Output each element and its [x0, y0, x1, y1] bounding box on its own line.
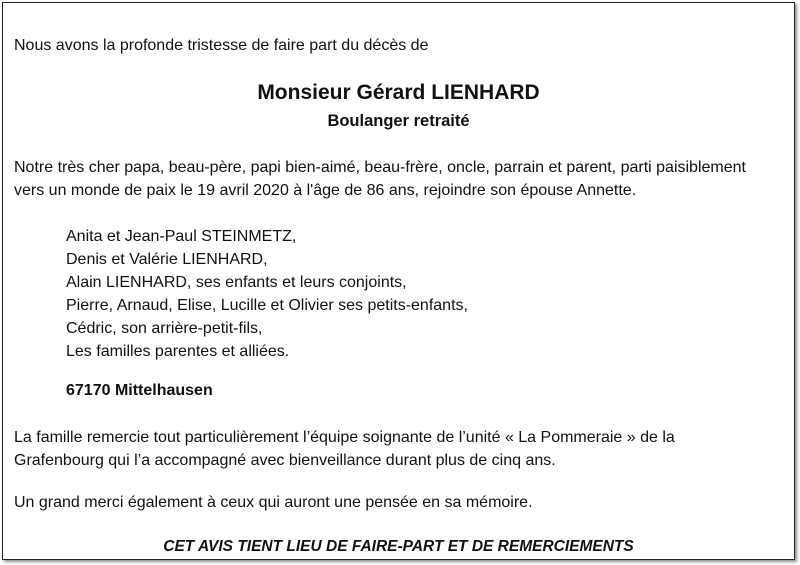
family-member: Alain LIENHARD, ses enfants et leurs conjoints, — [66, 274, 407, 291]
occupation: Boulanger retraité — [327, 112, 470, 130]
death-notice — [2, 2, 795, 560]
deceased-name: Monsieur Gérard LIENHARD — [257, 81, 540, 104]
intro-text: Nous avons la profonde tristesse de faire part du décès de — [14, 37, 429, 54]
paragraph-line: Notre très cher papa, beau-père, papi bien-aimé, beau-frère, oncle, parrain et parent, parti paisiblement — [14, 159, 746, 176]
address: 67170 Mittelhausen — [66, 382, 213, 399]
footer-notice: CET AVIS TIENT LIEU DE FAIRE-PART ET DE REMERCIEMENTS — [163, 538, 634, 555]
paragraph-line: vers un monde de paix le 19 avril 2020 à l'âge de 86 ans, rejoindre son épouse Annette. — [14, 182, 637, 199]
thanks-line: Grafenbourg qui l’a accompagné avec bienveillance durant plus de cinq ans. — [14, 452, 556, 469]
family-member: Cédric, son arrière-petit-fils, — [66, 320, 263, 337]
closing-text: Un grand merci également à ceux qui auront une pensée en sa mémoire. — [14, 494, 533, 511]
family-member: Anita et Jean-Paul STEINMETZ, — [66, 228, 297, 245]
thanks-line: La famille remercie tout particulièrement l’équipe soignante de l’unité « La Pommeraie » de la — [14, 429, 675, 446]
family-member: Pierre, Arnaud, Elise, Lucille et Olivier ses petits-enfants, — [66, 297, 468, 314]
family-member: Denis et Valérie LIENHARD, — [66, 251, 268, 268]
family-member: Les familles parentes et alliées. — [66, 343, 290, 360]
